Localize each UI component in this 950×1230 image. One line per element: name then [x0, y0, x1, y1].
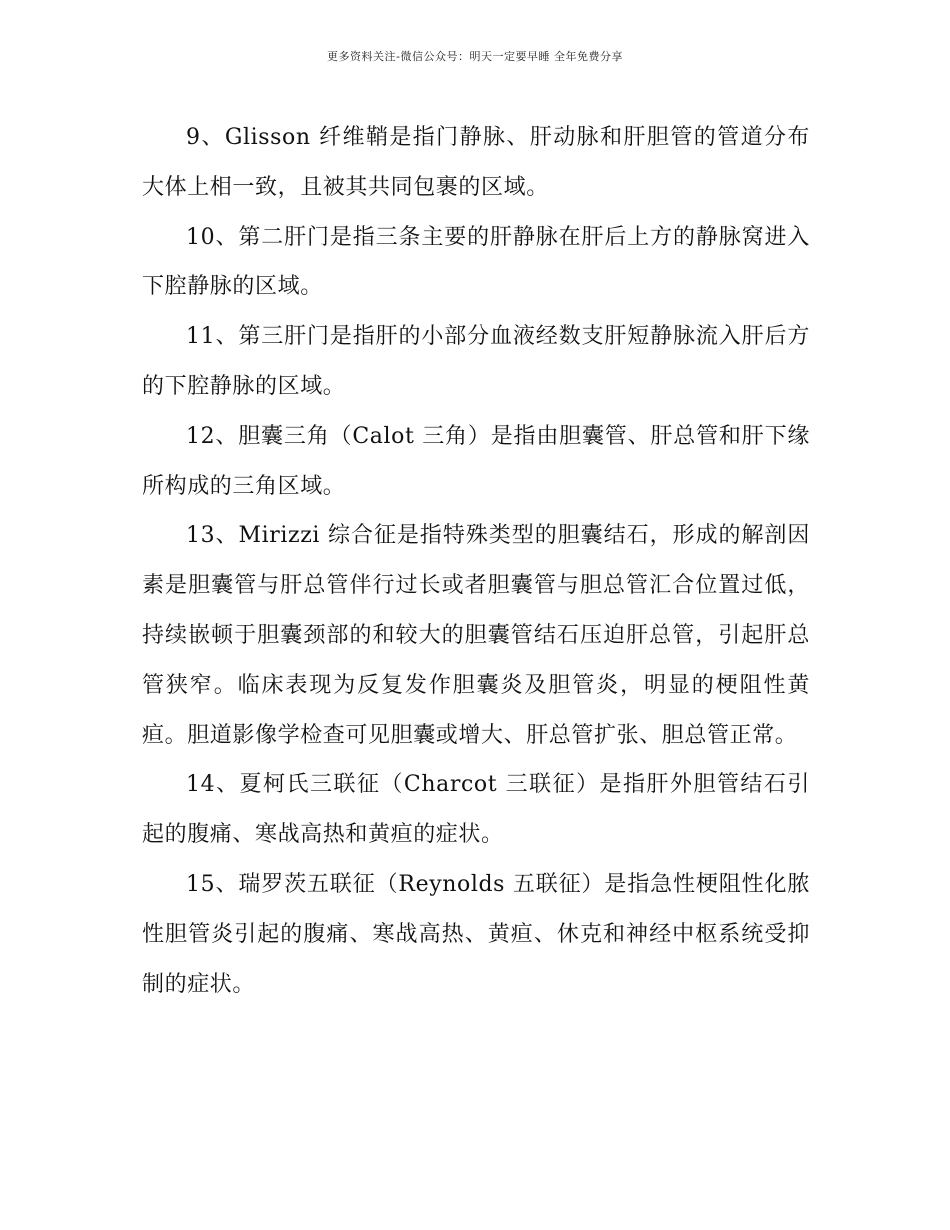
paragraph-13: 13、Mirizzi 综合征是指特殊类型的胆囊结石，形成的解剖因素是胆囊管与肝总管伴行过长或者胆囊管与胆总管汇合位置过低，持续嵌顿于胆囊颈部的和较大的胆囊管结石压迫肝总管，引起肝总管狭窄。临床表现为反复发作胆囊炎及胆管炎，明显的梗阻性黄疸。胆道影像学检查可见胆囊或增大、肝总管扩张、胆总管正常。 — [142, 523, 810, 748]
paragraph-10: 10、第二肝门是指三条主要的肝静脉在肝后上方的静脉窝进入下腔静脉的区域。 — [142, 224, 810, 300]
page-header: 更多资料关注-微信公众号：明天一定要早睡 全年免费分享 — [327, 50, 623, 63]
paragraph-12: 12、胆囊三角（Calot 三角）是指由胆囊管、肝总管和肝下缘所构成的三角区域。 — [142, 423, 810, 499]
paragraph-15: 15、瑞罗茨五联征（Reynolds 五联征）是指急性梗阻性化脓性胆管炎引起的腹痛、寒战高热、黄疸、休克和神经中枢系统受抑制的症状。 — [142, 871, 810, 997]
document-body — [142, 113, 810, 1009]
paragraph-9: 9、Glisson 纤维鞘是指门静脉、肝动脉和肝胆管的管道分布大体上相一致，且被其共同包裹的区域。 — [142, 125, 810, 200]
paragraph-11: 11、第三肝门是指肝的小部分血液经数支肝短静脉流入肝后方的下腔静脉的区域。 — [142, 324, 810, 399]
paragraph-14: 14、夏柯氏三联征（Charcot 三联征）是指肝外胆管结石引起的腹痛、寒战高热和黄疸的症状。 — [142, 772, 810, 848]
